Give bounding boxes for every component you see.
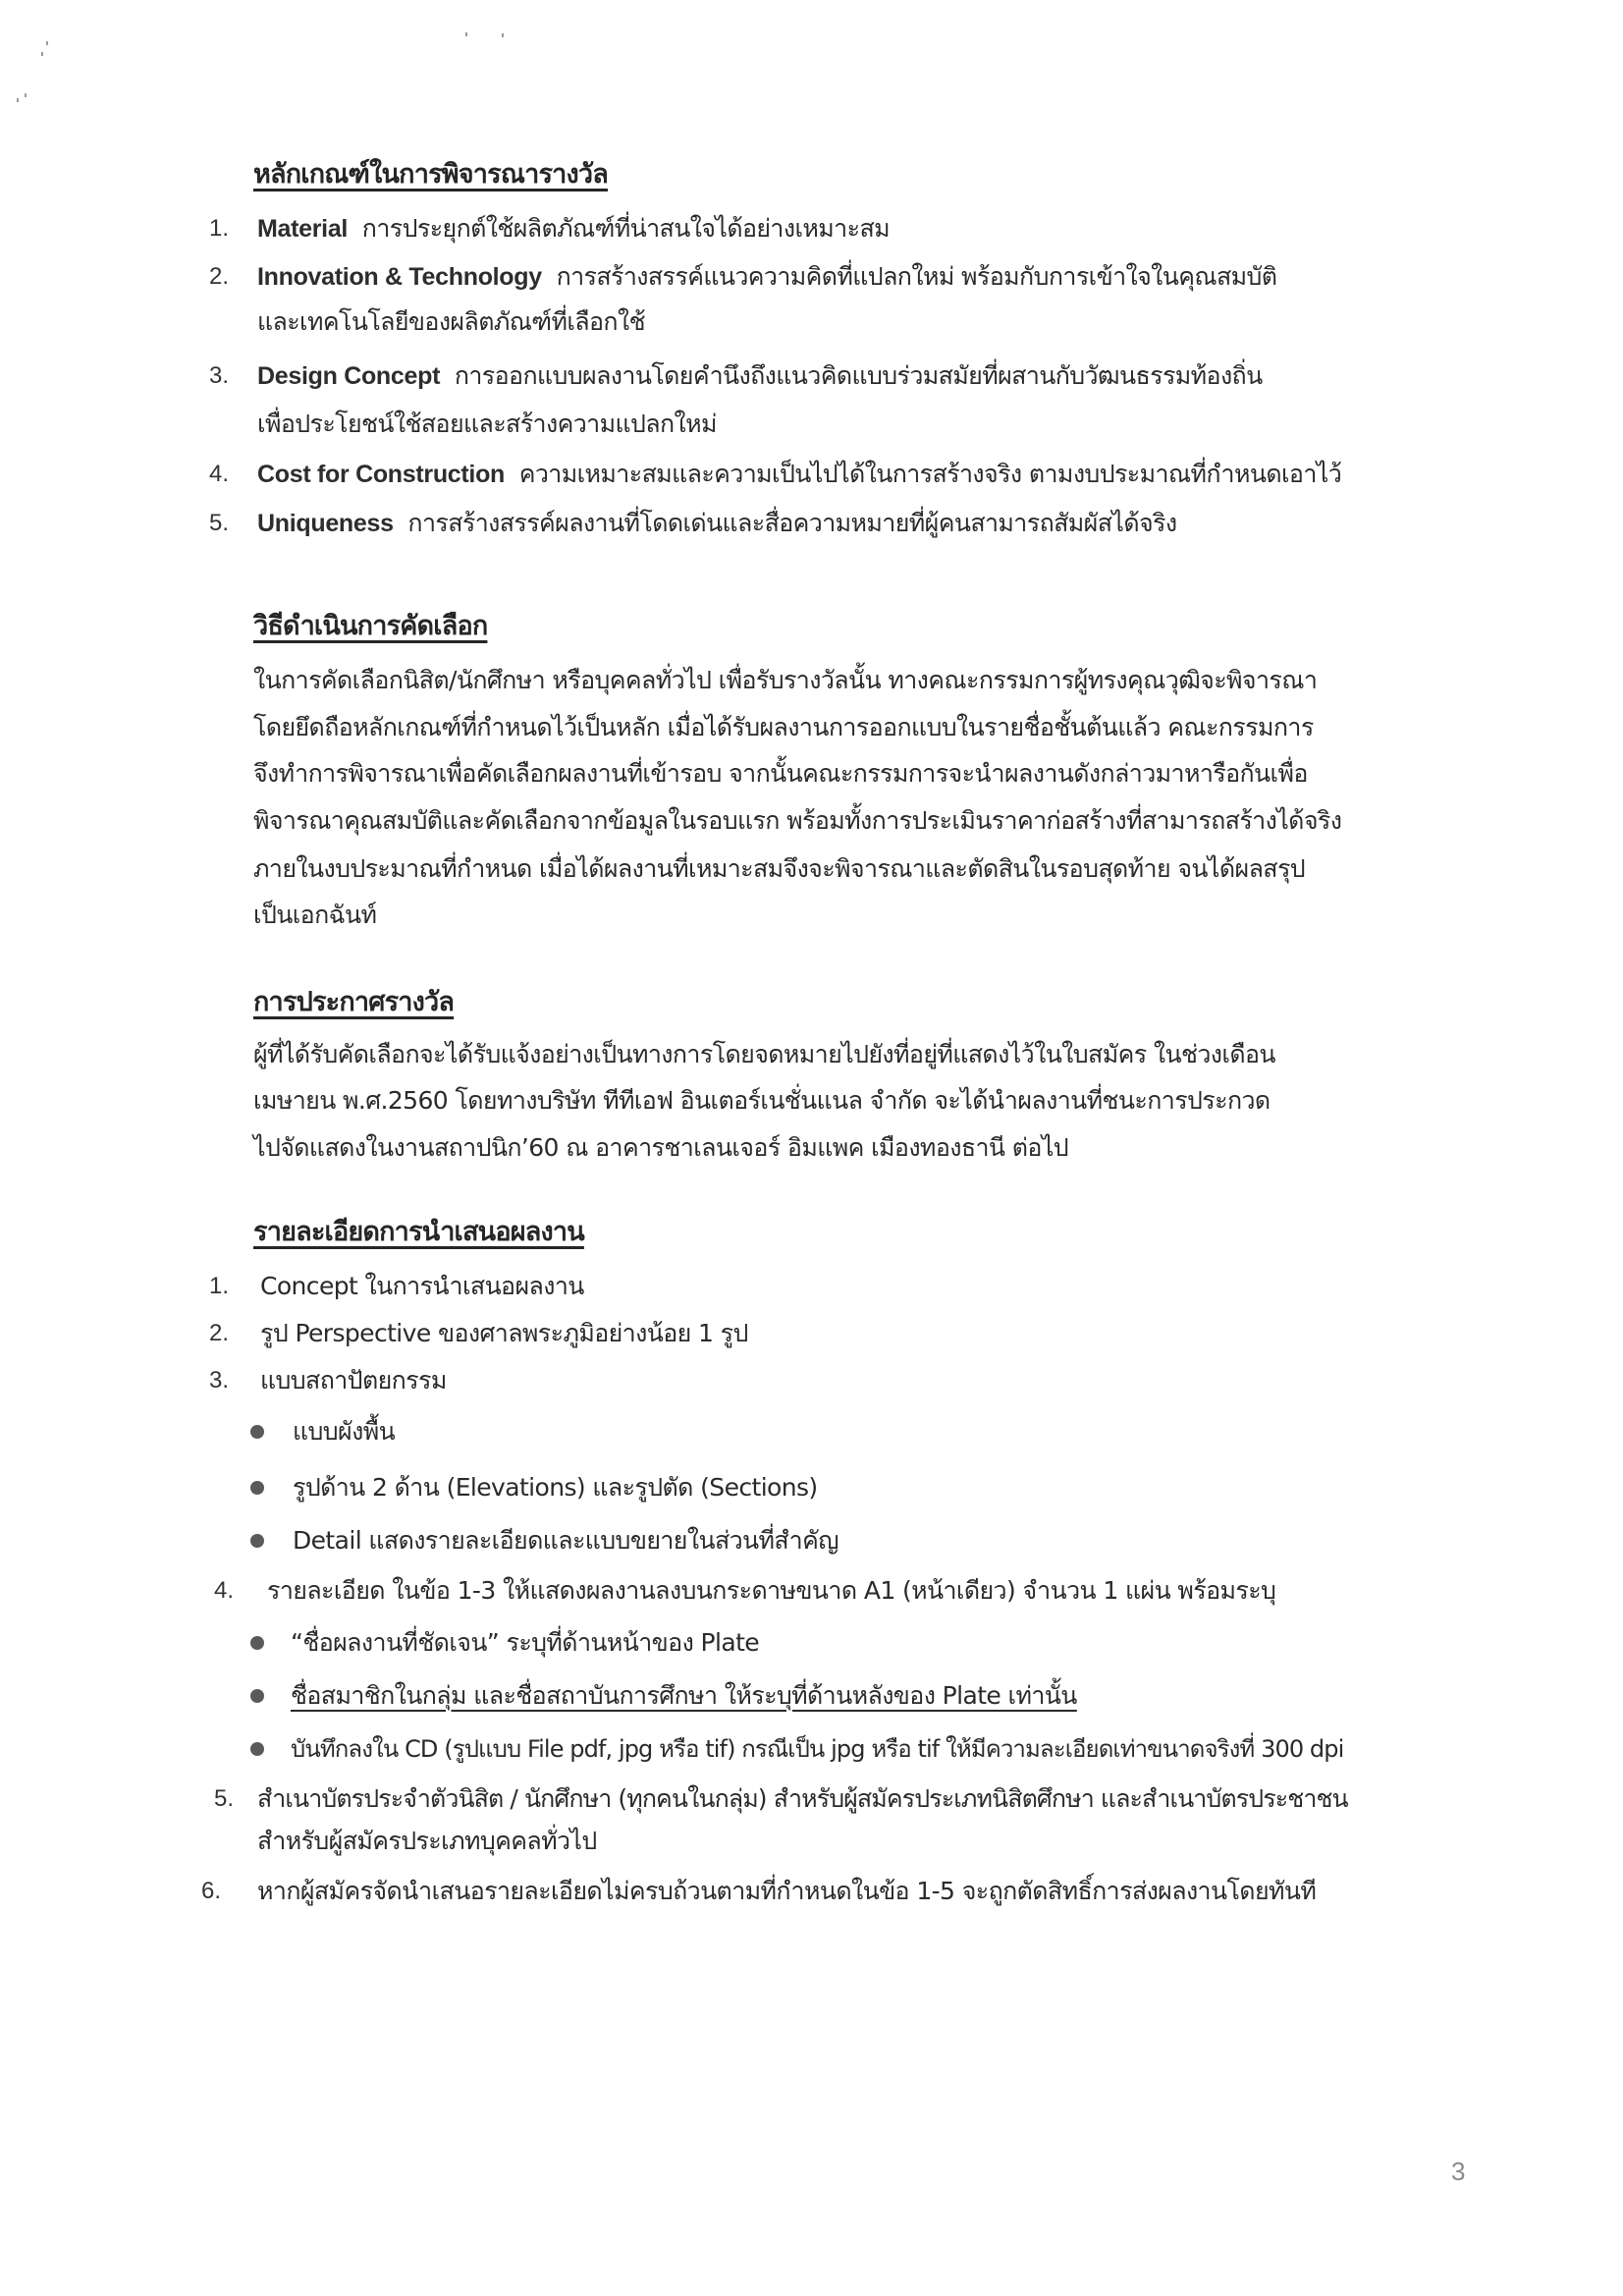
presentation-item: สำเนาบัตรประจำตัวนิสิต / นักศึกษา (ทุกคนในกลุ่ม) สำหรับผู้สมัครประเภทนิสิตศึกษา และสำเนาบัตรประชาชน [257, 1784, 1348, 1813]
announcement-paragraph-line: เมษายน พ.ศ.2560 โดยทางบริษัท ทีทีเอฟ อินเตอร์เนชั่นแนล จำกัด จะได้นำผลงานที่ชนะการประกวด [253, 1086, 1271, 1115]
criteria-keyword: Design Concept [257, 362, 441, 390]
selection-paragraph-line: โดยยึดถือหลักเกณฑ์ที่กำหนดไว้เป็นหลัก เมื่อได้รับผลงานการออกแบบในรายชื่อชั้นต้นแล้ว คณะกรรมการ [253, 713, 1314, 741]
selection-paragraph-line: ภายในงบประมาณที่กำหนด เมื่อได้ผลงานที่เหมาะสมจึงจะพิจารณาและตัดสินในรอบสุดท้าย จนได้ผลสรุป [253, 854, 1306, 883]
bullet-item: บันทึกลงใน CD (รูปแบบ File pdf, jpg หรือ tif) กรณีเป็น jpg หรือ tif ให้มีความละเอียดเท่าขนาดจริงที่ 300 dpi [291, 1735, 1344, 1763]
bullet-icon [250, 1742, 264, 1756]
criteria-keyword: Innovation & Technology [257, 263, 542, 291]
selection-paragraph-line: พิจารณาคุณสมบัติและคัดเลือกจากข้อมูลในรอบแรก พร้อมทั้งการประเมินราคาก่อสร้างที่สามารถสร้างได้จริง [253, 806, 1342, 835]
presentation-item: Concept ในการนำเสนอผลงาน [260, 1272, 584, 1300]
bullet-item: แบบผังพื้น [293, 1417, 396, 1446]
criteria-keyword: Uniqueness [257, 510, 394, 537]
presentation-item: แบบสถาปัตยกรรม [260, 1366, 447, 1394]
scan-speck [465, 32, 467, 36]
bullet-item: “ชื่อผลงานที่ชัดเจน” ระบุที่ด้านหน้าของ Plate [291, 1628, 760, 1657]
bullet-icon [250, 1425, 264, 1439]
announcement-paragraph-line: ไปจัดแสดงในงานสถาปนิก’60 ณ อาคารชาเลนเจอร์ อิมแพค เมืองทองธานี ต่อไป [253, 1133, 1069, 1162]
list-number: 2. [209, 1320, 230, 1346]
criteria-text: การสร้างสรรค์แนวความคิดที่แปลกใหม่ พร้อมกับการเข้าใจในคุณสมบัติ [556, 262, 1277, 291]
list-number: 4. [214, 1577, 235, 1604]
selection-heading: วิธีดำเนินการคัดเลือก [253, 611, 488, 641]
list-number: 3. [209, 362, 230, 389]
presentation-item: หากผู้สมัครจัดนำเสนอรายละเอียดไม่ครบถ้วนตามที่กำหนดในข้อ 1-5 จะถูกตัดสิทธิ์การส่งผลงานโดยทันที [257, 1877, 1317, 1905]
criteria-item [257, 359, 1263, 393]
list-number: 1. [209, 215, 230, 242]
scan-speck [46, 41, 48, 45]
presentation-heading: รายละเอียดการนำเสนอผลงาน [253, 1217, 584, 1247]
bullet-icon [250, 1481, 264, 1495]
bullet-item: Detail แสดงรายละเอียดและแบบขยายในส่วนที่สำคัญ [293, 1526, 839, 1555]
selection-paragraph-line: จึงทำการพิจารณาเพื่อคัดเลือกผลงานที่เข้ารอบ จากนั้นคณะกรรมการจะนำผลงานดังกล่าวมาหารือกันเพื่อ [253, 759, 1308, 788]
announcement-heading: การประกาศรางวัล [253, 987, 455, 1017]
criteria-heading: หลักเกณฑ์ในการพิจารณารางวัล [253, 159, 609, 190]
scan-speck [25, 93, 27, 97]
bullet-icon [250, 1534, 264, 1548]
criteria-keyword: Cost for Construction [257, 461, 506, 488]
criteria-text: การออกแบบผลงานโดยคำนึงถึงแนวคิดแบบร่วมสมัยที่ผสานกับวัฒนธรรมท้องถิ่น [454, 361, 1263, 390]
criteria-item [257, 212, 890, 246]
list-number: 3. [209, 1367, 230, 1394]
presentation-item: รายละเอียด ในข้อ 1-3 ให้แสดงผลงานลงบนกระดาษขนาด A1 (หน้าเดียว) จำนวน 1 แผ่น พร้อมระบุ [267, 1576, 1276, 1605]
criteria-text: การสร้างสรรค์ผลงานที่โดดเด่นและสื่อความหมายที่ผู้คนสามารถสัมผัสได้จริง [407, 509, 1177, 537]
criteria-item-continuation: เพื่อประโยชน์ใช้สอยและสร้างความแปลกใหม่ [257, 410, 717, 438]
criteria-text: ความเหมาะสมและความเป็นไปได้ในการสร้างจริง ตามงบประมาณที่กำหนดเอาไว้ [518, 460, 1342, 488]
bullet-item-underlined: ชื่อสมาชิกในกลุ่ม และชื่อสถาบันการศึกษา ให้ระบุที่ด้านหลังของ Plate เท่านั้น [291, 1681, 1077, 1710]
list-number: 1. [209, 1273, 230, 1299]
criteria-item [257, 260, 1276, 294]
selection-paragraph-line: ในการคัดเลือกนิสิต/นักศึกษา หรือบุคคลทั่วไป เพื่อรับรางวัลนั้น ทางคณะกรรมการผู้ทรงคุณวุฒิจะพิจารณา [253, 666, 1318, 694]
page-number: 3 [1451, 2157, 1466, 2186]
list-number: 4. [209, 461, 230, 487]
criteria-item [257, 507, 1176, 540]
criteria-keyword: Material [257, 215, 349, 243]
bullet-icon [250, 1636, 264, 1650]
selection-paragraph-line: เป็นเอกฉันท์ [253, 901, 377, 929]
bullet-icon [250, 1689, 264, 1703]
list-number: 5. [209, 510, 230, 536]
list-number: 6. [201, 1878, 222, 1904]
criteria-item [257, 458, 1341, 491]
announcement-paragraph-line: ผู้ที่ได้รับคัดเลือกจะได้รับแจ้งอย่างเป็นทางการโดยจดหมายไปยังที่อยู่ที่แสดงไว้ในใบสมัคร ในช่วงเดือน [253, 1040, 1275, 1068]
presentation-item-continuation: สำหรับผู้สมัครประเภทบุคคลทั่วไป [257, 1827, 597, 1855]
scan-speck [17, 98, 19, 102]
presentation-item: รูป Perspective ของศาลพระภูมิอย่างน้อย 1 รูป [260, 1319, 748, 1347]
bullet-item: รูปด้าน 2 ด้าน (Elevations) และรูปตัด (Sections) [293, 1473, 818, 1502]
scan-speck [41, 52, 43, 56]
criteria-text: การประยุกต์ใช้ผลิตภัณฑ์ที่น่าสนใจได้อย่างเหมาะสม [361, 214, 890, 243]
criteria-item-continuation: และเทคโนโลยีของผลิตภัณฑ์ที่เลือกใช้ [257, 307, 645, 336]
list-number: 5. [214, 1785, 235, 1812]
scan-speck [502, 33, 504, 37]
list-number: 2. [209, 263, 230, 290]
